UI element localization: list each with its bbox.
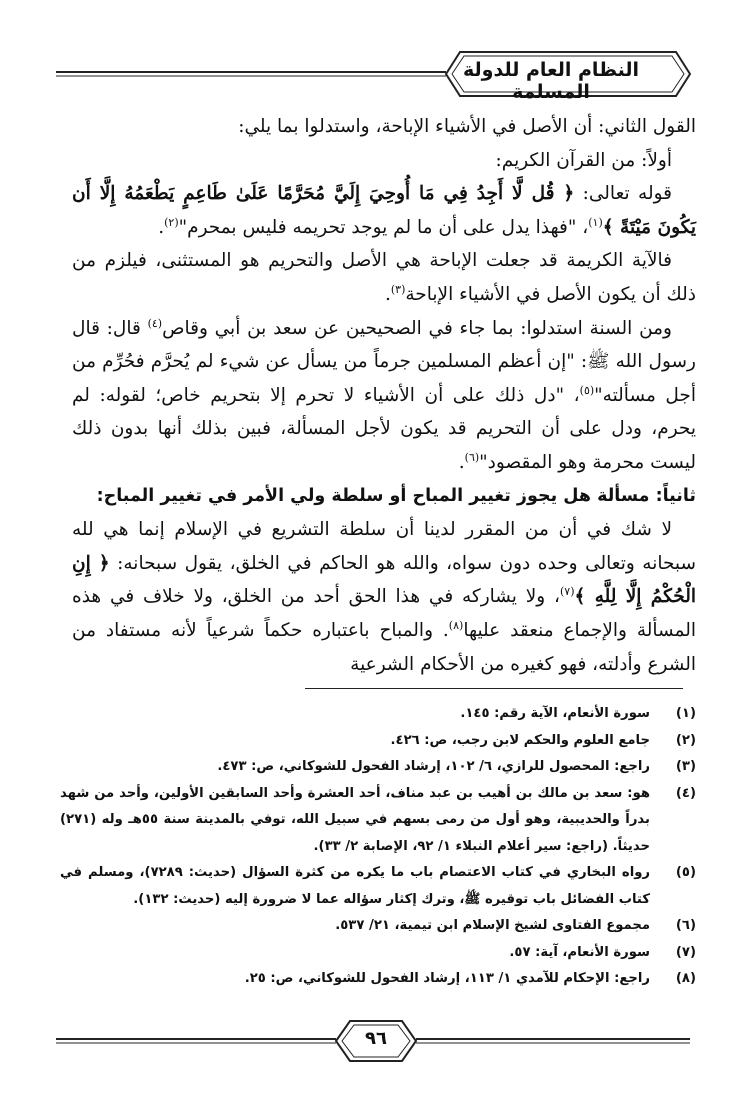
text: فالآية الكريمة قد جعلت الإباحة هي الأصل والتحريم هو المستثنى، فيلزم من ذلك أن يكون الأصل في الأشياء الإباحة <box>72 250 696 305</box>
paragraph <box>72 144 696 178</box>
footnote-ref: (٧) <box>559 585 575 599</box>
footnote-number: (٦) <box>675 918 696 933</box>
footnote-text: سورة الأنعام، آية: ٥٧. <box>509 944 650 960</box>
footnote-number: (٨) <box>675 971 696 986</box>
footnote-text: راجع: الإحكام للآمدي ١/ ١١٣، إرشاد الفحول للشوكاني، ص: ٢٥. <box>244 971 650 986</box>
paragraph <box>72 110 696 144</box>
footnote-text: مجموع الفتاوى لشيخ الإسلام ابن تيمية، ٢١/ ٥٣٧. <box>335 918 650 933</box>
text: أولاً: من القرآن الكريم: <box>495 149 672 171</box>
page-footer <box>0 1013 752 1065</box>
page-number: ٩٦ <box>365 1028 387 1049</box>
text: ، "فهذا يدل على أن ما لم يوجد تحريمه فليس بمحرم" <box>178 216 589 238</box>
footnote <box>60 701 696 728</box>
text: ومن السنة استدلوا: بما جاء في الصحيحين عن سعد بن أبي وقاص <box>162 317 672 339</box>
footnote-number: (٧) <box>675 944 696 960</box>
footnote-ref: (٨) <box>448 618 464 632</box>
footnote-text: هو: سعد بن مالك بن أهيب بن عبد مناف، أحد العشرة وأحد السابقين الأولين، وأحد من شهد بدراً والحديبية، وهو أول من رمى بسهم في سبيل الله، توفي بالمدينة سنة ٥٥هـ وله (٢٧١) حديثاً. (راجع: سير أعلام النبلاء ١/ ٩٢، الإصابة ٢/ ٣٣). <box>60 785 650 854</box>
footnote-number: (٣) <box>675 759 696 774</box>
footnote-number: (٤) <box>675 785 696 801</box>
footnote <box>60 728 696 755</box>
footnote-number: (٢) <box>675 732 696 748</box>
footnotes <box>60 701 696 993</box>
text: . والمباح باعتباره حكماً شرعياً لأنه مستفاد من الشرع وأدلته، فهو كغيره من الأحكام الشرعية <box>72 619 696 675</box>
footnote-ref: (٢) <box>164 215 179 229</box>
paragraph: قوله تعالى: ﴿ قُل لَّا أَجِدُ فِي مَا أُوحِيَ إِلَيَّ مُحَرَّمًا عَلَىٰ طَاعِمٍ يَطْعَمُهُ إِلَّا أَن يَكُونَ مَيْتَةً ﴾$^{(١)}$، "فهذا يدل على أن ما لم يوجد تحريمه فليس بمحرم"$^{(٢)}$. <box>72 183 696 238</box>
footnote-number: (٥) <box>675 865 696 880</box>
footnote-ref: (٥) <box>579 383 595 397</box>
paragraph: ومن السنة استدلوا: بما جاء في الصحيحين عن سعد بن أبي وقاص$^{(٤)}$ قال: قال رسول الله ﷺ: "إن أعظم المسلمين جرماً من يسأل عن شيء لم يُحرَّم فحُرِّم من أجل مسألته"$^{(٥)}$، "دل ذلك على أن الأشياء لا تحرم إلا بتحريم خاص؛ لقوله: لم يحرم، ودل على أن التحريم قد يكون لأجل المسألة، فبين بذلك أنها بدون ذلك ليست محرمة وهو المقصود"$^{(٦)}$. <box>72 316 696 473</box>
paragraph <box>72 513 696 681</box>
footnote-text: راجع: المحصول للرازي، ٦/ ١٠٢، إرشاد الفحول للشوكاني، ص: ٤٧٣. <box>217 759 650 774</box>
text: ، ولا يشاركه في هذا الحق أحد من الخلق، ولا خلاف في هذه المسألة والإجماع منعقد عليها <box>72 586 697 641</box>
quran-verse: ﴿ إِنِ الْحُكْمُ إِلَّا لِلَّهِ ﴾ <box>72 552 697 608</box>
footnote-ref: (٣) <box>390 282 406 296</box>
footnote <box>60 913 696 940</box>
text: لا شك في أن من المقرر لدينا أن سلطة التشريع في الإسلام إنما هي لله سبحانه وتعالى وحده دون سواه، والله هو الحاكم في الخلق، يقول سبحانه: <box>72 519 697 574</box>
footnote <box>60 940 696 967</box>
footnote-text: جامع العلوم والحكم لابن رجب، ص: ٤٢٦. <box>390 732 650 748</box>
main-text <box>72 110 696 681</box>
page-header <box>0 46 752 103</box>
footnote-ref: (٦) <box>464 450 480 464</box>
section-heading: ثانياً: مسألة هل يجوز تغيير المباح أو سلطة ولي الأمر في تغيير المباح: <box>96 485 696 506</box>
footnote <box>60 781 696 861</box>
footnote <box>60 966 696 993</box>
footnote-ref: (١) <box>588 215 603 229</box>
footnote <box>60 860 696 913</box>
text: قال: قال رسول الله ﷺ: "إن أعظم المسلمين جرماً من يسأل عن شيء لم يُحرَّم فحُرِّم من أجل مسألته" <box>72 317 696 406</box>
footnote <box>60 754 696 781</box>
footnote-number: (١) <box>675 706 696 721</box>
footnote-text: رواه البخاري في كتاب الاعتصام باب ما يكره من كثرة السؤال (حديث: ٧٢٨٩)، ومسلم في كتاب الفضائل باب توقيره ﷺ، وترك إكثار سؤاله عما لا ضرورة إليه (حديث: ١٣٢). <box>60 865 651 907</box>
paragraph: فالآية الكريمة قد جعلت الإباحة هي الأصل والتحريم هو المستثنى، فيلزم من ذلك أن يكون الأصل في الأشياء الإباحة$^{(٣)}$. <box>72 250 696 305</box>
footnote-text: سورة الأنعام، الآية رقم: ١٤٥. <box>460 706 650 721</box>
text: قوله تعالى: <box>574 183 673 205</box>
running-title: النظام العام للدولة المسلمة <box>463 59 639 103</box>
footnote-ref: (٤) <box>147 316 163 330</box>
text: ، "دل ذلك على أن الأشياء لا تحرم إلا بتحريم خاص؛ لقوله: لم يحرم، ودل على أن التحريم قد يكون لأجل المسألة، فبين بذلك أنها بدون ذلك ليست محرمة وهو المقصود" <box>72 384 696 473</box>
text: القول الثاني: أن الأصل في الأشياء الإباحة، واستدلوا بما يلي: <box>238 116 696 137</box>
footnote-divider <box>305 688 683 689</box>
quran-verse: ﴿ قُل لَّا أَجِدُ فِي مَا أُوحِيَ إِلَيَّ مُحَرَّمًا عَلَىٰ طَاعِمٍ يَطْعَمُهُ إِلَّا أَن يَكُونَ مَيْتَةً ﴾ <box>72 183 696 238</box>
